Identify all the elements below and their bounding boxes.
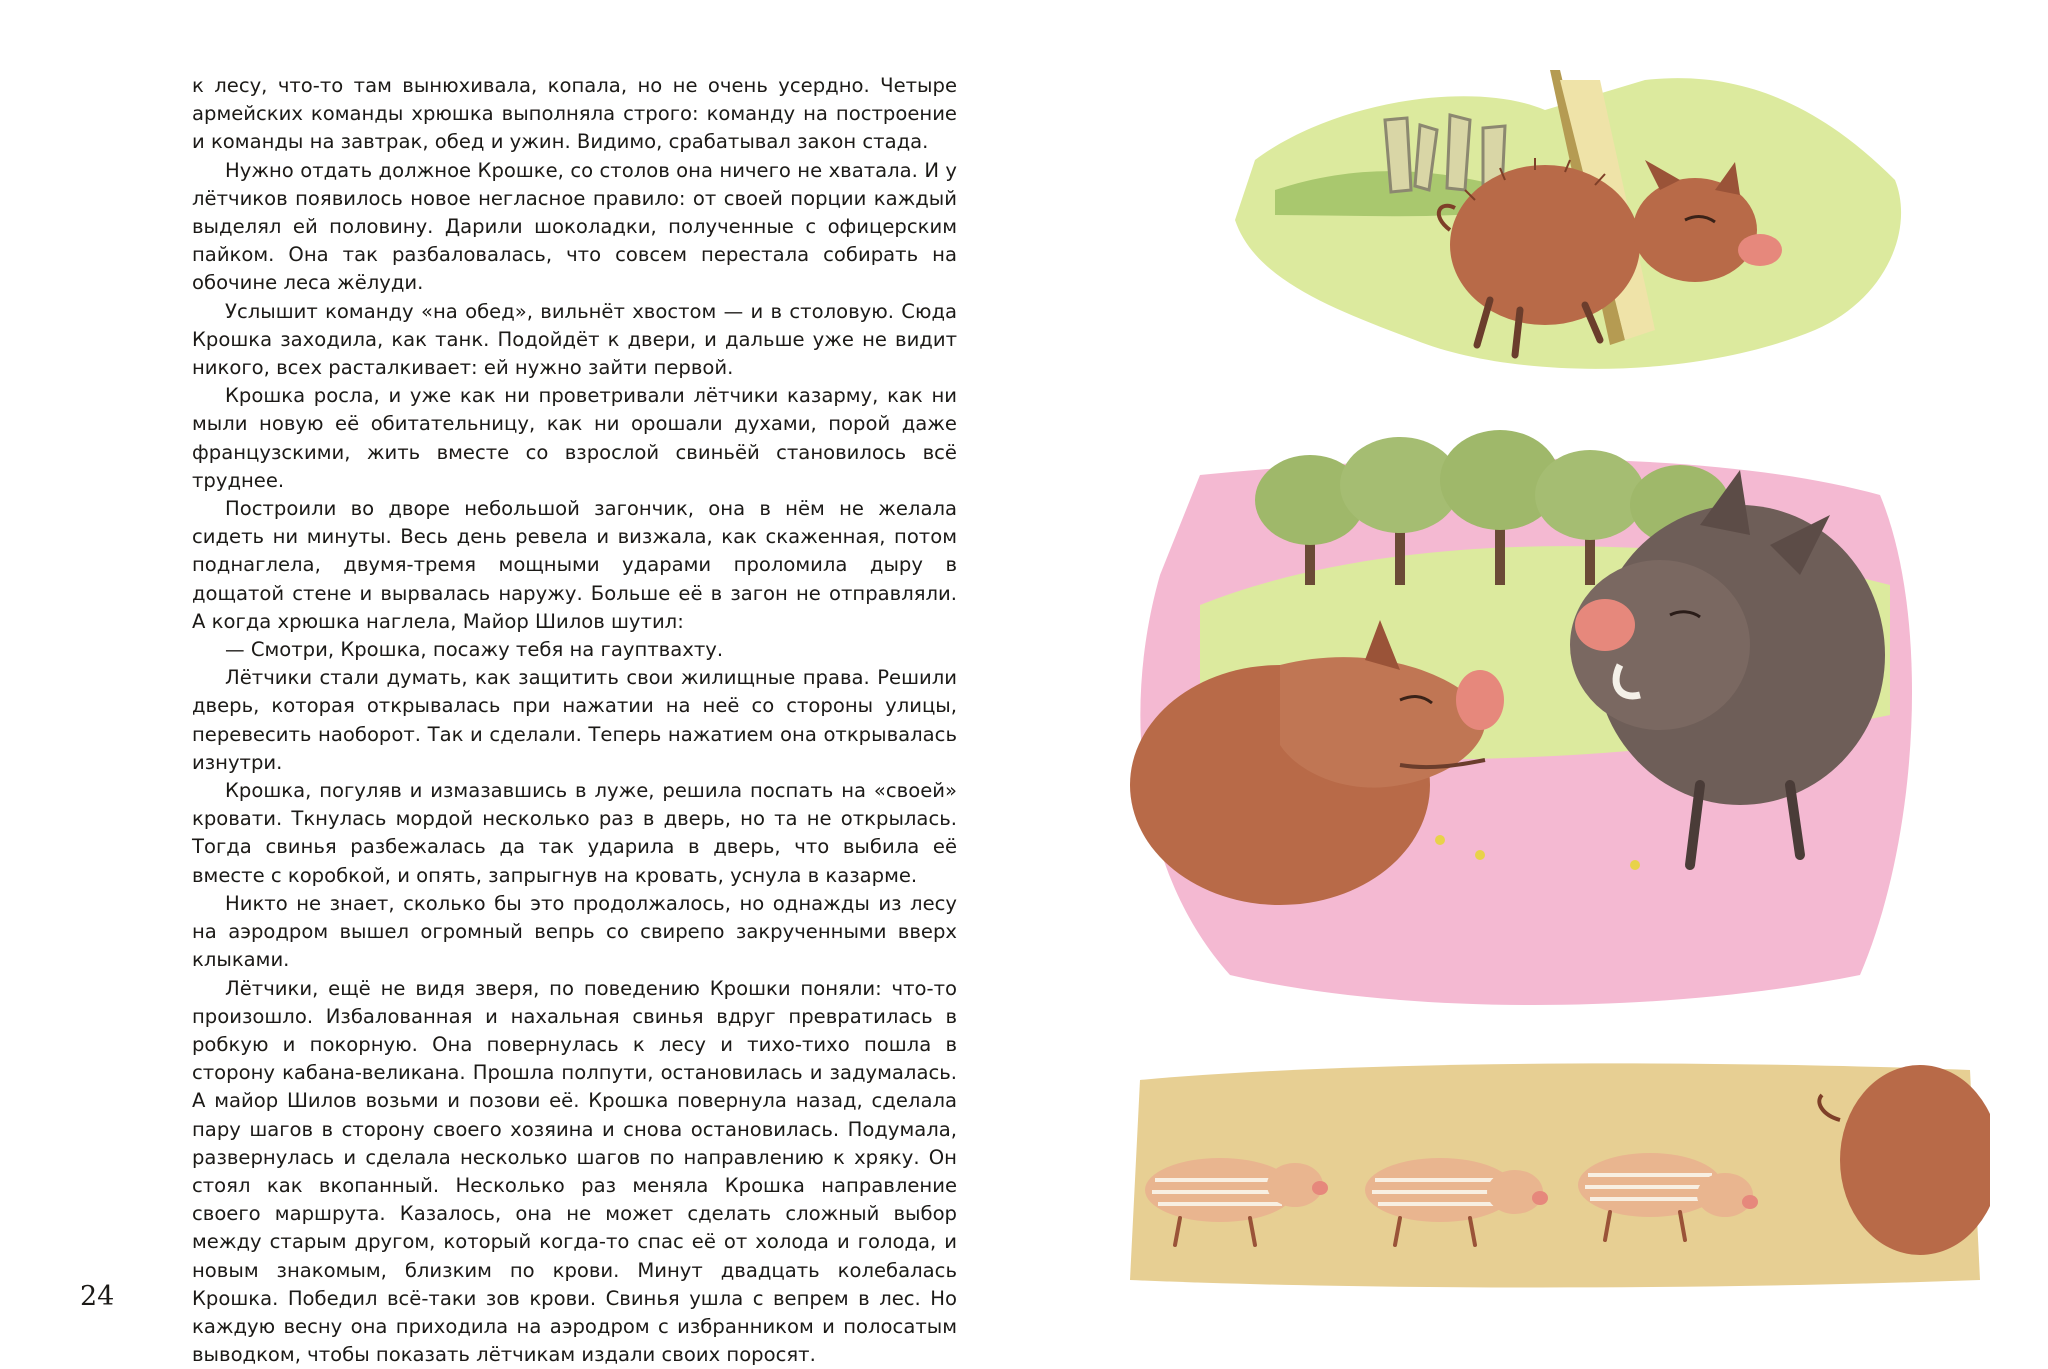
paragraph: Лётчики, ещё не видя зверя, по поведению Крошки поняли: что-то произошло. Избалованная и нахальная свинья вдруг превратилась в робкую и покорную. Она повернулась к лесу и тихо-тихо пошла в сторону кабана-великана. Прошла полпути, остановилась и задумалась. А майор Шилов возьми и позови её. Крошка повернула назад, сделала пару шагов в сторону своего хозяина и снова остановилась. Подумала, развернулась и сделала несколько шагов по направлению к хряку. Он стоял как вкопанный. Несколько раз меняла Крошка направление своего маршрута. Казалось, она не может сделать сложный выбор между старым другом, который когда-то спас её от холода и голода, и новым знакомым, близким по крови. Минут двадцать колебалась Крошка. Победил всё-таки зов крови. Свинья ушла с вепрем в лес. Но каждую весну она приходила на аэродром с избранником и полосатым выводком, чтобы показать лётчикам издали своих поросят.: [192, 975, 957, 1369]
illustration-pig-and-boar-art: [1100, 415, 1930, 1015]
pig-snout: [1738, 234, 1782, 266]
paragraph: Услышит команду «на обед», вильнёт хвостом — и в столовую. Сюда Крошка заходила, как танк. Подойдёт к двери, и дальше уже не видит никого, всех расталкивает: ей нужно зайти первой.: [192, 298, 957, 383]
paragraph: к лесу, что-то там вынюхивала, копала, но не очень усердно. Четыре армейских команды хрюшка выполняла строго: команду на построение и команды на завтрак, обед и ужин. Видимо, срабатывал закон стада.: [192, 72, 957, 157]
illustration-pig-door-art: [1215, 40, 1915, 390]
boar-snout: [1575, 599, 1635, 651]
paragraph: Никто не знает, сколько бы это продолжалось, но однажды из лесу на аэродром вышел огромный вепрь со свирепо закрученными вверх клыками.: [192, 890, 957, 975]
pig-snout: [1456, 670, 1504, 730]
paragraph: Построили во дворе небольшой загончик, она в нём не желала сидеть ни минуты. Весь день ревела и визжала, как скаженная, потом поднаглела, двумя-тремя мощными ударами проломила дыру в дощатой стене и вырвалась наружу. Больше её в загон не отправляли. А когда хрюшка наглела, Майор Шилов шутил:: [192, 495, 957, 636]
article-text: [192, 72, 957, 1369]
paragraph: Лётчики стали думать, как защитить свои жилищные права. Решили дверь, которая открывалась при нажатии на неё со стороны улицы, перевесить наоборот. Так и сделали. Теперь нажатием она открывалась изнутри.: [192, 664, 957, 777]
page-number: 24: [80, 1281, 114, 1312]
pig-body: [1450, 165, 1640, 325]
paragraph: Нужно отдать должное Крошке, со столов она ничего не хватала. И у лётчиков появилось новое негласное правило: от своей порции каждый выделял ей половину. Дарили шоколадки, полученные с офицерским пайком. Она так разбаловалась, что совсем перестала собирать на обочине леса жёлуди.: [192, 157, 957, 298]
illustration-pig-door: [1215, 40, 1915, 390]
illustration-piglets: [1110, 1040, 1990, 1300]
paragraph: — Смотри, Крошка, посажу тебя на гауптвахту.: [192, 636, 957, 664]
illustration-pig-and-boar: [1100, 415, 1930, 1015]
illustration-piglets-art: [1110, 1040, 1990, 1300]
paragraph: Крошка, погуляв и измазавшись в луже, решила поспать на «своей» кровати. Ткнулась мордой несколько раз в дверь, но та не открылась. Тогда свинья разбежалась да так ударила в дверь, что выбила её вместе с коробкой, и опять, запрыгнув на кровать, уснула в казарме.: [192, 777, 957, 890]
paragraph: Крошка росла, и уже как ни проветривали лётчики казарму, как ни мыли новую её обитательницу, как ни орошали духами, порой даже французскими, жить вместе со взрослой свиньёй становилось всё труднее.: [192, 382, 957, 495]
